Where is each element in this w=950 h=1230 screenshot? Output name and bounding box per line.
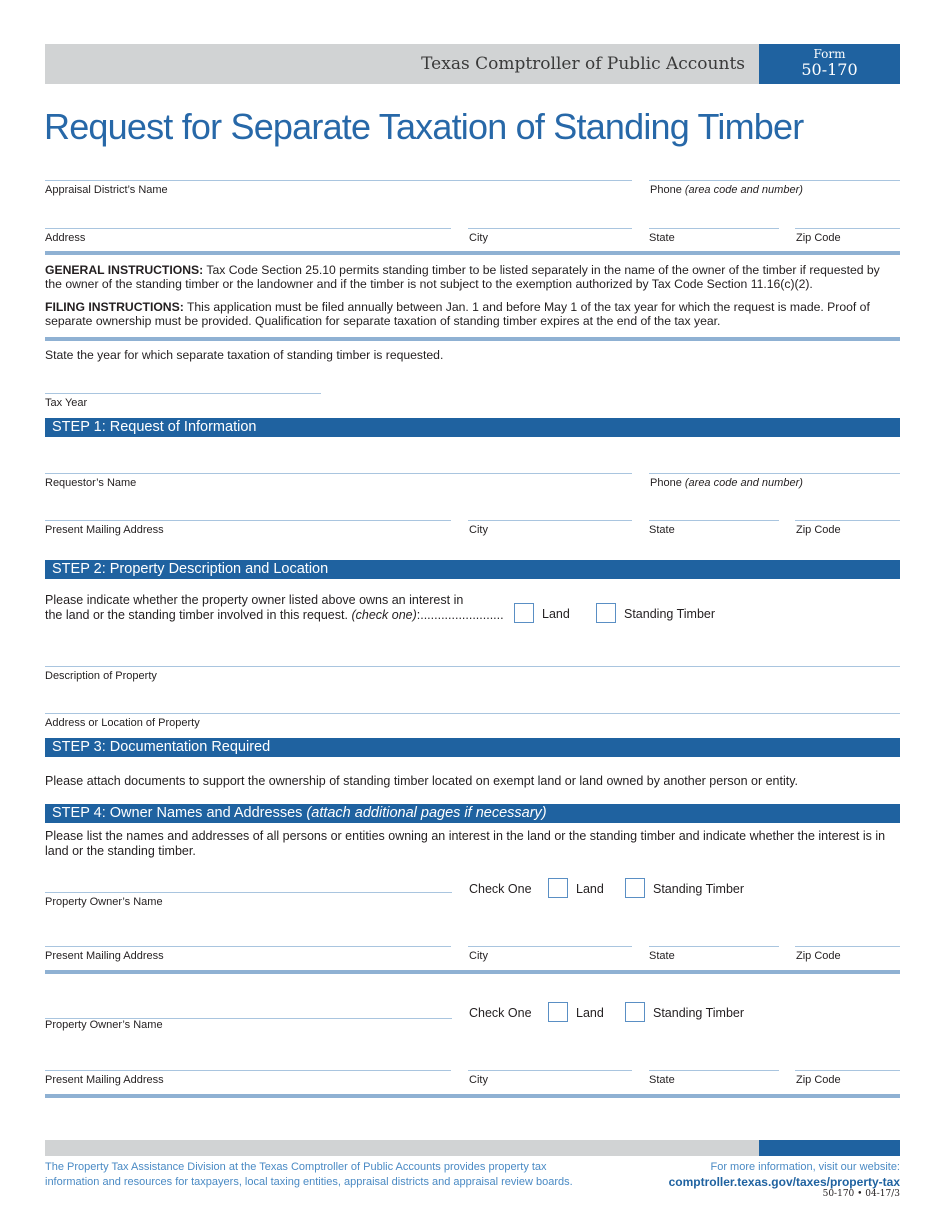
step4-text: Please list the names and addresses of all persons or entities owning an interest in the land or the standing timber and indicate whether the interest is in land or the standing timber. (45, 829, 886, 858)
state-label: State (649, 232, 675, 244)
owner1-land-checkbox[interactable] (548, 878, 568, 898)
tax-year-prompt: State the year for which separate taxation of standing timber is requested. (45, 348, 444, 362)
filing-instructions-text: This application must be filed annually between Jan. 1 and before May 1 of the tax year for which the request is made. Proof of separate ownership must be provided. Qualification for separate taxation of standing timber expires at the end of the tax year. (45, 300, 870, 328)
form-label: Form (813, 47, 846, 61)
agency-name: Texas Comptroller of Public Accounts (421, 54, 745, 74)
city-label: City (469, 950, 488, 962)
requestor-name-input[interactable] (45, 473, 632, 474)
address-label: Address (45, 232, 86, 244)
requestor-name-label: Requestor’s Name (45, 477, 137, 489)
requestor-phone-label (650, 477, 803, 489)
step2-leader-dots: :........................ (416, 608, 504, 622)
phone-prefix: Phone (650, 477, 682, 489)
requestor-city-input[interactable] (468, 520, 632, 521)
step2-text (45, 593, 515, 623)
property-location-label: Address or Location of Property (45, 717, 200, 729)
step2-text-line2 (45, 608, 515, 623)
owner2-address-input[interactable] (45, 1070, 451, 1071)
owner1-zip-input[interactable] (795, 946, 900, 947)
step4-title: STEP 4: Owner Names and Addresses (52, 805, 303, 821)
footer-description-line1: The Property Tax Assistance Division at the Texas Comptroller of Public Accounts provides property tax (45, 1161, 547, 1173)
divider (45, 1094, 900, 1098)
requestor-address-input[interactable] (45, 520, 451, 521)
footer-bar (45, 1140, 759, 1156)
phone-prefix: Phone (650, 184, 682, 196)
form-number: 50-170 (801, 60, 858, 79)
zip-label: Zip Code (796, 524, 841, 536)
owner2-zip-input[interactable] (795, 1070, 900, 1071)
requestor-state-input[interactable] (649, 520, 779, 521)
step2-text-main: the land or the standing timber involved in this request. (45, 608, 348, 622)
general-instructions-label: GENERAL INSTRUCTIONS: (45, 263, 204, 277)
phone-suffix: (area code and number) (684, 477, 803, 489)
city-label: City (469, 232, 488, 244)
general-instructions (45, 263, 900, 291)
land-checkbox[interactable] (514, 603, 534, 623)
step2-header: STEP 2: Property Description and Location (45, 560, 900, 579)
footer-website (600, 1160, 900, 1191)
property-description-input[interactable] (45, 666, 900, 667)
step4-title-note: (attach additional pages if necessary) (306, 805, 547, 821)
city-input[interactable] (468, 228, 632, 229)
owner1-address-label: Present Mailing Address (45, 950, 164, 962)
owner2-name-label: Property Owner’s Name (45, 1019, 163, 1031)
appraisal-district-label: Appraisal District’s Name (45, 184, 168, 196)
step3-header: STEP 3: Documentation Required (45, 738, 900, 757)
owner2-address-label: Present Mailing Address (45, 1074, 164, 1086)
page-title: Request for Separate Taxation of Standing Timber (44, 106, 804, 147)
owner1-check-one: Check One (469, 882, 532, 896)
zip-label: Zip Code (796, 1074, 841, 1086)
city-label: City (469, 1074, 488, 1086)
owner1-state-input[interactable] (649, 946, 779, 947)
divider (45, 337, 900, 341)
owner2-land-checkbox[interactable] (548, 1002, 568, 1022)
footer-website-intro: For more information, visit our website: (710, 1161, 900, 1173)
owner2-timber-checkbox[interactable] (625, 1002, 645, 1022)
appraisal-district-input[interactable] (45, 180, 632, 181)
phone-label (650, 184, 803, 196)
state-label: State (649, 524, 675, 536)
footer-accent (759, 1140, 900, 1156)
step4-header (45, 804, 900, 823)
requestor-phone-input[interactable] (649, 473, 900, 474)
footer-website-link[interactable]: comptroller.texas.gov/taxes/property-tax (668, 1175, 900, 1189)
standing-timber-option-label: Standing Timber (624, 607, 716, 621)
city-label: City (469, 524, 488, 536)
tax-year-label: Tax Year (45, 397, 88, 409)
owner2-city-input[interactable] (468, 1070, 632, 1071)
address-input[interactable] (45, 228, 451, 229)
form-revision-code: 50-170 • 04-17/3 (822, 1189, 900, 1199)
step1-header: STEP 1: Request of Information (45, 418, 900, 437)
state-input[interactable] (649, 228, 779, 229)
requestor-address-label: Present Mailing Address (45, 524, 164, 536)
owner1-timber-checkbox[interactable] (625, 878, 645, 898)
tax-year-input[interactable] (45, 393, 321, 394)
step2-check-one: (check one) (351, 608, 417, 622)
owner1-timber-label: Standing Timber (653, 882, 745, 896)
phone-input[interactable] (649, 180, 900, 181)
land-option-label: Land (542, 607, 570, 621)
owner1-address-input[interactable] (45, 946, 451, 947)
zip-label: Zip Code (796, 232, 841, 244)
footer-description-line2: information and resources for taxpayers, local taxing entities, appraisal districts and appraisal review boards. (45, 1176, 573, 1188)
form-number-box (759, 44, 900, 84)
owner1-land-label: Land (576, 882, 604, 896)
state-label: State (649, 1074, 675, 1086)
step2-text-line1: Please indicate whether the property owner listed above owns an interest in (45, 593, 464, 607)
state-label: State (649, 950, 675, 962)
owner2-land-label: Land (576, 1006, 604, 1020)
zip-label: Zip Code (796, 950, 841, 962)
owner1-name-input[interactable] (45, 892, 452, 893)
property-location-input[interactable] (45, 713, 900, 714)
filing-instructions-label: FILING INSTRUCTIONS: (45, 300, 184, 314)
zip-input[interactable] (795, 228, 900, 229)
step3-text: Please attach documents to support the ownership of standing timber located on exempt land or land owned by another person or entity. (45, 774, 799, 788)
requestor-zip-input[interactable] (795, 520, 900, 521)
property-description-label: Description of Property (45, 670, 157, 682)
general-instructions-text: Tax Code Section 25.10 permits standing timber to be listed separately in the name of the owner of the timber if requested by the owner of the standing timber or the landowner and if the timber is not subject to the exemption authorized by Tax Code Section 11.16(c)(2). (45, 263, 880, 291)
divider (45, 970, 900, 974)
owner2-state-input[interactable] (649, 1070, 779, 1071)
owner1-city-input[interactable] (468, 946, 632, 947)
filing-instructions (45, 300, 900, 328)
standing-timber-checkbox[interactable] (596, 603, 616, 623)
owner2-timber-label: Standing Timber (653, 1006, 745, 1020)
divider (45, 251, 900, 255)
phone-suffix: (area code and number) (684, 184, 803, 196)
owner1-name-label: Property Owner’s Name (45, 896, 163, 908)
owner2-check-one: Check One (469, 1006, 532, 1020)
footer-description (45, 1160, 605, 1190)
